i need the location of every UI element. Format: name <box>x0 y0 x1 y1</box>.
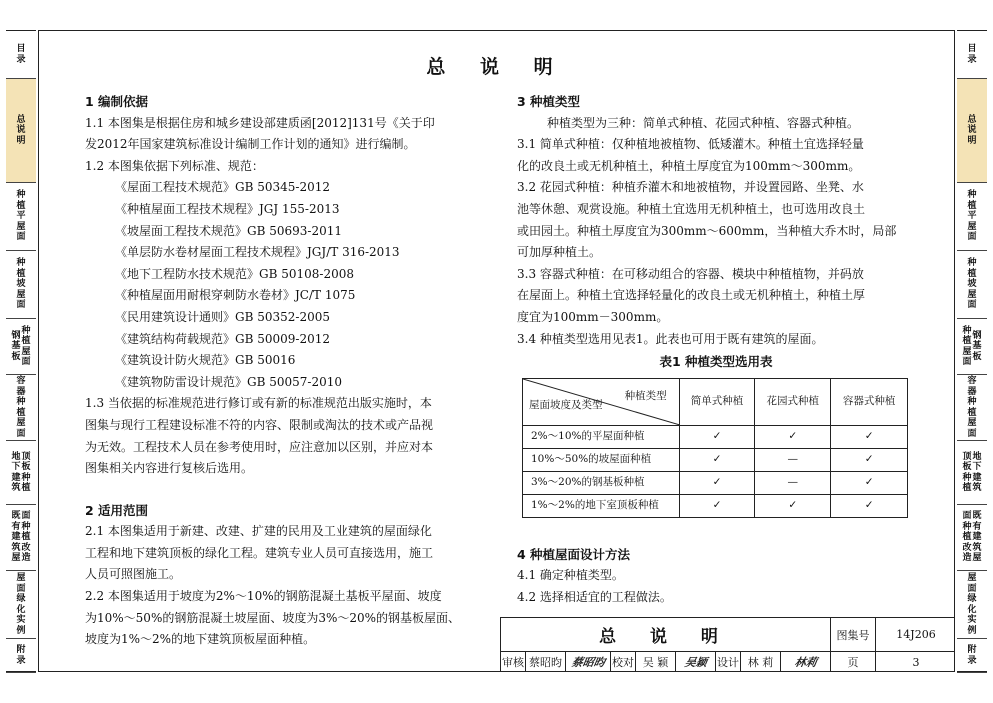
section-tab-column <box>973 452 982 494</box>
table-cell-mark: ✓ <box>831 494 908 517</box>
table-cell-mark: ✓ <box>679 494 755 517</box>
section-tab-char: 总 <box>967 114 977 125</box>
table-cell-mark: — <box>755 448 831 471</box>
title-block <box>500 617 955 672</box>
section-tab-char: 屋 <box>967 289 977 300</box>
section-tab-char: 屋 <box>16 221 26 232</box>
section-tab[interactable] <box>957 441 987 505</box>
section-tab-char: 下 <box>972 462 982 472</box>
section-tab-label <box>967 573 976 636</box>
page-title: 总 说 明 <box>426 56 567 78</box>
section-tab-char: 总 <box>16 114 26 125</box>
section-tab-char: 屋 <box>16 289 26 300</box>
section-tab-char: 目 <box>967 44 977 54</box>
section-tab-label <box>16 645 25 666</box>
table-cell-mark: ✓ <box>831 471 908 494</box>
section-4-heading: 4 种植屋面设计方法 <box>517 546 631 562</box>
table-cell-mark: ✓ <box>755 494 831 517</box>
section-tab-char: 屋 <box>967 418 977 428</box>
section-tab-char: 屋 <box>972 553 982 564</box>
text-line: 3.2 花园式种植：种植乔灌木和地被植物，并设置园路、坐凳、水 <box>517 180 864 195</box>
section-tab-char: 面 <box>967 300 977 311</box>
text-line: 《坡屋面工程技术规范》GB 50693-2011 <box>115 223 342 238</box>
section-tab-label <box>967 115 976 147</box>
section-tab-label <box>16 258 25 311</box>
text-line: 或田园土。种植土厚度宜为300mm～600mm，当种植大乔木时，局部 <box>517 223 897 238</box>
text-line: 《种植屋面用耐根穿刺防水卷材》JC/T 1075 <box>115 288 356 303</box>
section-tab-label <box>967 258 976 311</box>
section-tab[interactable] <box>6 251 36 319</box>
text-line: 《建筑结构荷载规范》GB 50009-2012 <box>115 331 330 346</box>
section-tab-char: 建 <box>11 532 21 543</box>
section-tab-char: 坡 <box>967 279 977 290</box>
section-tab-char: 植 <box>16 200 26 211</box>
text-line: 《地下工程防水技术规范》GB 50108-2008 <box>115 266 354 281</box>
section-tab-char: 筑 <box>972 483 982 493</box>
section-tab-char: 例 <box>967 625 977 636</box>
text-line: 《民用建筑设计通则》GB 50352-2005 <box>115 309 330 324</box>
section-tab-char: 钢 <box>972 330 982 341</box>
section-3-heading: 3 种植类型 <box>517 94 581 109</box>
section-tab-char: 板 <box>962 462 972 472</box>
section-tab-char: 平 <box>967 211 977 222</box>
para-3-3 <box>517 264 915 329</box>
column-header: 容器式种植 <box>831 378 908 425</box>
section-tab[interactable] <box>6 183 36 251</box>
section-tab-char: 化 <box>967 604 977 615</box>
section-tab-char: 说 <box>16 125 26 136</box>
section-tab-column <box>16 115 25 147</box>
section-tab[interactable] <box>957 505 987 571</box>
section-tab-column <box>22 326 31 368</box>
section-tab-label <box>962 511 981 564</box>
table-cell-mark: ✓ <box>831 448 908 471</box>
title-block-title: 总 说 明 <box>599 627 732 647</box>
section-tab-char: 种 <box>962 472 972 483</box>
table-cell-mark: ✓ <box>679 471 755 494</box>
section-tab-char: 屋 <box>16 418 26 428</box>
section-tab-char: 造 <box>962 553 972 564</box>
row-label: 10%～50%的坡屋面种植 <box>523 448 680 471</box>
section-tab-char: 下 <box>11 462 21 472</box>
section-tab-char: 种 <box>967 190 977 201</box>
section-tab[interactable] <box>6 571 36 639</box>
section-tab-label <box>11 326 30 368</box>
diagonal-header-cell <box>523 378 680 425</box>
section-tab[interactable] <box>957 639 987 673</box>
section-tab-column <box>16 258 25 311</box>
table-row <box>523 448 908 471</box>
section-tab[interactable] <box>6 79 36 183</box>
section-tab[interactable] <box>6 441 36 505</box>
section-tab-char: 有 <box>11 521 21 532</box>
section-tab-char: 录 <box>16 655 26 666</box>
text-line: 图集与现行工程建设标准不符的内容、限制或淘汰的技术或产品视 <box>85 417 434 432</box>
table-cell-mark: ✓ <box>679 448 755 471</box>
section-tab-char: 板 <box>972 351 982 362</box>
section-tab-char: 植 <box>967 200 977 211</box>
section-tab-char: 器 <box>16 386 26 397</box>
text-line: 图集相关内容进行复核后选用。 <box>85 461 254 476</box>
section-1-heading: 1 编制依据 <box>85 94 149 109</box>
para-1-2: 1.2 本图集依据下列标准、规范： <box>85 158 264 173</box>
section-tab-char: 面 <box>21 357 31 367</box>
header-roof-slope: 屋面坡度及类型 <box>529 399 603 412</box>
section-tab-char: 容 <box>967 376 977 386</box>
section-tab-label <box>962 326 981 368</box>
section-tab-column <box>962 452 971 494</box>
text-line: 坡度为1%～2%的地下建筑顶板屋面种植。 <box>85 632 316 647</box>
text-line: 度宜为100mm－300mm。 <box>517 309 669 324</box>
section-tab-column <box>16 190 25 243</box>
header-planting-type: 种植类型 <box>624 389 667 402</box>
section-tab-label <box>967 190 976 243</box>
section-tab-char: 种 <box>16 258 26 269</box>
left-column <box>85 91 490 651</box>
section-tab[interactable] <box>6 639 36 673</box>
text-line: 《单层防水卷材屋面工程技术规程》JGJ/T 316-2013 <box>115 245 400 260</box>
section-tab-label <box>962 452 981 494</box>
section-tab-label <box>16 376 25 439</box>
section-tab-char: 地 <box>972 451 982 462</box>
table-cell-mark: ✓ <box>679 425 755 448</box>
section-tab[interactable] <box>957 79 987 183</box>
checker-name: 吴 颖 <box>636 652 676 672</box>
table-title: 表1 种植类型选用表 <box>659 354 773 370</box>
section-tab-char: 附 <box>967 645 977 655</box>
section-tab-char: 化 <box>16 604 26 615</box>
section-tab-column <box>16 376 25 439</box>
text-line: 《建筑设计防火规范》GB 50016 <box>115 353 296 368</box>
reviewer-signature: 蔡昭昀 <box>566 652 611 672</box>
section-3-intro: 种植类型为三种：简单式种植、花园式种植、容器式种植。 <box>547 115 860 130</box>
text-line: 2.1 本图集适用于新建、改建、扩建的民用及工业建筑的屋面绿化 <box>85 524 432 539</box>
section-tab-char: 板 <box>21 462 31 472</box>
section-tab-char: 改 <box>21 542 31 553</box>
table-row <box>523 471 908 494</box>
section-tab-char: 有 <box>972 521 982 532</box>
section-tab-char: 种 <box>967 258 977 269</box>
section-tab-char: 基 <box>11 341 21 352</box>
section-tab-char: 筑 <box>11 483 21 493</box>
text-line: 人员可照图施工。 <box>85 567 182 582</box>
section-tab-column <box>11 452 20 494</box>
section-tab-label <box>11 452 30 494</box>
section-tab-column <box>967 115 976 147</box>
section-tab-label <box>967 645 976 666</box>
para-4-2: 4.2 选择相适宜的工程做法。 <box>517 589 672 604</box>
table-cell-mark: ✓ <box>755 425 831 448</box>
section-tab-char: 坡 <box>16 279 26 290</box>
text-line: 工程和地下建筑顶板的绿化工程。建筑专业人员可直接选用，施工 <box>85 545 434 560</box>
para-2-2 <box>85 586 490 651</box>
section-tab-char: 面 <box>967 583 977 594</box>
section-tab-label <box>16 573 25 636</box>
section-tab-char: 面 <box>16 232 26 243</box>
section-tab-char: 平 <box>16 211 26 222</box>
section-tab-column <box>22 511 31 564</box>
atlas-number: 14J206 <box>896 628 936 641</box>
section-tab-char: 面 <box>16 428 26 439</box>
section-tab-char: 目 <box>16 44 26 54</box>
text-line: 《建筑物防雷设计规范》GB 50057-2010 <box>115 374 342 389</box>
section-tab[interactable] <box>6 375 36 441</box>
section-tab-char: 实 <box>967 615 977 625</box>
section-tab-char: 造 <box>21 553 31 564</box>
section-tab-char: 面 <box>962 357 972 367</box>
section-tab-char: 既 <box>972 511 982 522</box>
section-tab-char: 植 <box>962 532 972 543</box>
section-tab-char: 录 <box>967 655 977 666</box>
section-tab-char: 绿 <box>967 594 977 604</box>
para-1-1-line: 1.1 本图集是根据住房和城乡建设部建质函[2012]131号《关于印 <box>85 115 435 130</box>
table-cell-mark: ✓ <box>831 425 908 448</box>
column-header: 简单式种植 <box>679 378 755 425</box>
title-block-title-cell <box>501 618 831 651</box>
section-tab[interactable] <box>957 571 987 639</box>
section-tab-char: 建 <box>11 472 21 483</box>
section-tab-column <box>962 326 971 368</box>
text-line: 池等休憩、观赏设施。种植土宜选用无机种植土，也可选用改良土 <box>517 201 866 216</box>
para-3-2 <box>517 177 915 263</box>
section-tab-column <box>11 326 20 368</box>
designer-signature: 林莉 <box>781 652 831 672</box>
section-tab-char: 板 <box>11 351 21 362</box>
section-tab-char: 植 <box>21 336 31 346</box>
section-tab-char: 种 <box>21 521 31 532</box>
planting-type-table <box>522 378 908 518</box>
text-line: 可加厚种植土。 <box>517 245 602 260</box>
section-tab-char: 说 <box>967 125 977 136</box>
section-tab-char: 种 <box>962 521 972 532</box>
section-tab-label <box>967 376 976 439</box>
section-tab-char: 明 <box>967 135 977 146</box>
section-tab-char: 种 <box>967 397 977 407</box>
section-tab-char: 面 <box>16 583 26 594</box>
section-tab-char: 钢 <box>11 330 21 341</box>
section-tab-char: 改 <box>962 542 972 553</box>
section-2-heading: 2 适用范围 <box>85 502 149 518</box>
section-tab-char: 录 <box>967 54 977 65</box>
section-tab-char: 绿 <box>16 594 26 604</box>
section-tab-char: 面 <box>16 300 26 311</box>
section-tab[interactable] <box>957 319 987 375</box>
section-tab[interactable] <box>957 183 987 251</box>
section-tab-char: 容 <box>16 376 26 386</box>
section-tab-column <box>22 452 31 494</box>
designer-name: 林 莉 <box>741 652 781 672</box>
section-tab-char: 植 <box>16 407 26 418</box>
para-1-3 <box>85 393 490 479</box>
left-section-tabs <box>6 30 36 672</box>
text-line: 3.3 容器式种植：在可移动组合的容器、模块中种植植物，并码放 <box>517 266 864 281</box>
row-label: 3%～20%的钢基板种植 <box>523 471 680 494</box>
para-1-1-line: 发2012年国家建筑标准设计编制工作计划的通知》进行编制。 <box>85 137 416 152</box>
reviewer-name: 蔡昭昀 <box>526 652 566 672</box>
para-4-1: 4.1 确定种植类型。 <box>517 568 624 583</box>
section-tab-char: 面 <box>21 511 31 522</box>
section-tab-column <box>16 645 25 666</box>
section-tab-char: 附 <box>16 645 26 655</box>
section-tab-char: 屋 <box>967 221 977 232</box>
section-tab-column <box>16 573 25 636</box>
section-tab-char: 植 <box>962 483 972 493</box>
text-line: 1.3 当依据的标准规范进行修订或有新的标准规范出版实施时，本 <box>85 396 432 411</box>
section-tab-char: 筑 <box>11 542 21 553</box>
atlas-label: 图集号 <box>831 618 876 651</box>
section-tab-column <box>967 573 976 636</box>
table-row <box>523 425 908 448</box>
section-tab[interactable] <box>957 251 987 319</box>
text-line: 化的改良土或无机种植土，种植土厚度宜为100mm～300mm。 <box>517 158 861 173</box>
right-column <box>517 91 915 609</box>
row-label: 1%～2%的地下室顶板种植 <box>523 494 680 517</box>
section-tab-column <box>962 511 971 564</box>
section-tab-char: 植 <box>21 483 31 493</box>
design-label: 设计 <box>716 652 741 672</box>
checker-signature: 吴颖 <box>676 652 716 672</box>
table-cell-mark: — <box>755 471 831 494</box>
column-header: 花园式种植 <box>755 378 831 425</box>
section-tab-char: 地 <box>11 451 21 462</box>
section-tab-column <box>967 190 976 243</box>
section-tab-char: 植 <box>967 407 977 418</box>
section-tab-column <box>11 511 20 564</box>
section-tab-char: 面 <box>967 428 977 439</box>
section-tab-char: 明 <box>16 135 26 146</box>
section-tab-char: 面 <box>967 232 977 243</box>
section-tab-char: 植 <box>967 268 977 279</box>
section-tab-char: 建 <box>972 532 982 543</box>
para-2-1 <box>85 521 490 586</box>
section-tab-char: 种 <box>16 190 26 201</box>
right-section-tabs <box>957 30 987 672</box>
section-tab-char: 实 <box>16 615 26 625</box>
section-tab-char: 筑 <box>972 542 982 553</box>
table-row <box>523 494 908 517</box>
section-tab[interactable] <box>6 319 36 375</box>
check-label: 校对 <box>611 652 636 672</box>
section-tab-column <box>967 258 976 311</box>
section-tab-label <box>16 115 25 147</box>
section-tab-char: 植 <box>21 532 31 543</box>
section-tab-char: 器 <box>967 386 977 397</box>
section-tab-column <box>973 511 982 564</box>
text-line: 为无效。工程技术人员在参考使用时，应注意加以区别，并应对本 <box>85 439 434 454</box>
section-tab-char: 屋 <box>21 346 31 357</box>
row-label: 2%～10%的平屋面种植 <box>523 425 680 448</box>
section-tab-char: 屋 <box>16 573 26 583</box>
section-tab-char: 植 <box>16 268 26 279</box>
section-tab-char: 例 <box>16 625 26 636</box>
section-tab-char: 屋 <box>962 346 972 357</box>
section-tab-char: 种 <box>21 472 31 483</box>
text-line: 《种植屋面工程技术规程》JGJ 155-2013 <box>115 201 340 216</box>
text-line: 为10%～50%的钢筋混凝土坡屋面、坡度为3%～20%的钢基板屋面、 <box>85 610 461 625</box>
section-tab-char: 顶 <box>21 451 31 462</box>
section-tab-char: 种 <box>962 325 972 336</box>
section-tab-column <box>967 645 976 666</box>
standards-list <box>85 177 490 393</box>
table-header-row <box>523 378 908 425</box>
page-number: 3 <box>912 655 920 669</box>
section-tab-char: 面 <box>962 511 972 522</box>
text-line: 在屋面上。种植土宜选择轻量化的改良土或无机种植土，种植土厚 <box>517 288 866 303</box>
section-tab-char: 建 <box>972 472 982 483</box>
section-tab-char: 种 <box>21 325 31 336</box>
review-label: 审核 <box>501 652 526 672</box>
section-tab-label <box>11 511 30 564</box>
section-tab-char: 屋 <box>11 553 21 564</box>
text-line: 《屋面工程技术规范》GB 50345-2012 <box>115 180 330 195</box>
para-3-1 <box>517 134 915 177</box>
section-tab-label <box>16 190 25 243</box>
page-label: 页 <box>831 652 876 672</box>
section-tab-char: 录 <box>16 54 26 65</box>
section-tab-char: 顶 <box>962 451 972 462</box>
text-line: 2.2 本图集适用于坡度为2%～10%的钢筋混凝土基板平屋面、坡度 <box>85 589 442 604</box>
section-tab-char: 植 <box>962 336 972 346</box>
section-tab-char: 既 <box>11 511 21 522</box>
section-tab-char: 屋 <box>967 573 977 583</box>
section-tab[interactable] <box>957 375 987 441</box>
para-3-4: 3.4 种植类型选用见表1。此表也可用于既有建筑的屋面。 <box>517 331 824 346</box>
text-line: 3.1 简单式种植：仅种植地被植物、低矮灌木。种植土宜选择轻量 <box>517 137 864 152</box>
section-tab-column <box>967 376 976 439</box>
section-tab-char: 种 <box>16 397 26 407</box>
section-tab-column <box>973 326 982 368</box>
section-tab-char: 基 <box>972 341 982 352</box>
section-tab[interactable] <box>6 505 36 571</box>
